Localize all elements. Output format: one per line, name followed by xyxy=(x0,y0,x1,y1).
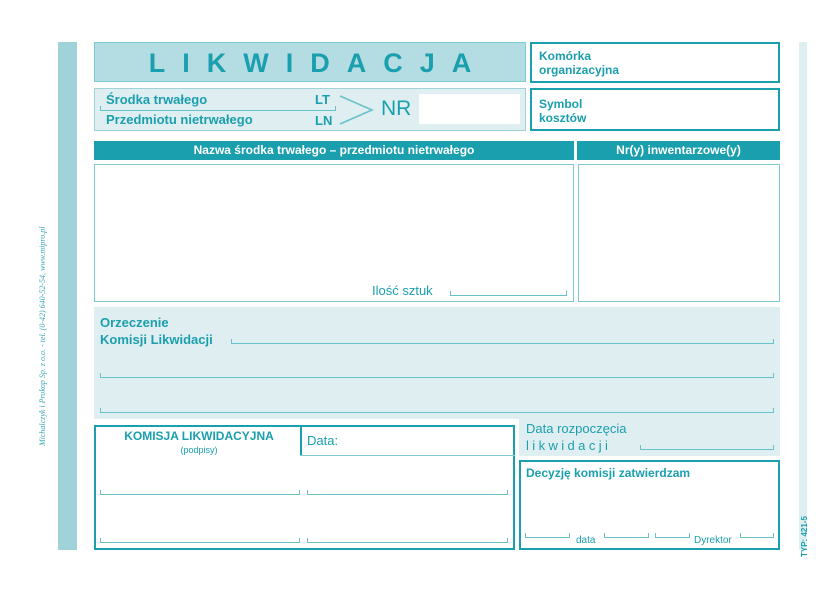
form-type-label: TYP: 421-5 xyxy=(800,516,809,557)
przedmiotu-code: LN xyxy=(315,113,333,128)
publisher-text: Michalczyk i Prokop Sp. z o.o. - tel. (0-42) 640-52-54, www.mipro.pl xyxy=(38,226,47,446)
verdict-line-3[interactable] xyxy=(100,412,774,413)
symbol-label: Symbol kosztów xyxy=(539,97,587,125)
liquidation-start-label-line1: Data rozpoczęcia xyxy=(526,421,627,436)
liquidation-start-line[interactable] xyxy=(640,449,774,450)
commission-divider xyxy=(300,425,302,456)
approval-date-caption: data xyxy=(576,535,596,546)
commission-title: KOMISJA LIKWIDACYJNA xyxy=(124,429,274,443)
approval-director-caption: Dyrektor xyxy=(694,535,732,546)
approval-director-line-right[interactable] xyxy=(740,537,774,538)
commission-panel xyxy=(94,425,515,550)
left-margin-strip xyxy=(58,42,77,550)
approval-date-line-left[interactable] xyxy=(525,537,570,538)
commission-header-bottom xyxy=(300,455,515,456)
inventory-column-header: Nr(y) inwentarzowe(y) xyxy=(577,141,780,160)
srodka-code: LT xyxy=(315,92,330,107)
title-panel xyxy=(94,42,526,82)
signature-line-4[interactable] xyxy=(307,542,508,543)
inventory-input-area[interactable] xyxy=(578,164,780,302)
name-column-header: Nazwa środka trwałego – przedmiotu nietrwałego xyxy=(94,141,574,160)
nr-label: NR xyxy=(381,97,412,120)
verdict-line-2[interactable] xyxy=(100,377,774,378)
komorka-field[interactable] xyxy=(530,42,780,83)
verdict-label-line1: Orzeczenie xyxy=(100,315,169,330)
name-input-area[interactable] xyxy=(94,164,574,302)
komorka-label: Komórka organizacyjna xyxy=(539,49,620,77)
chevron-arrow-icon xyxy=(338,94,378,128)
signature-line-1[interactable] xyxy=(100,494,300,495)
approval-date-line-right[interactable] xyxy=(604,537,649,538)
approval-title: Decyzję komisji zatwierdzam xyxy=(526,466,691,480)
srodka-label: Środka trwałego xyxy=(106,92,208,107)
verdict-label-line2: Komisji Likwidacji xyxy=(100,332,213,347)
commission-subtitle: (podpisy) xyxy=(180,445,218,455)
quantity-line[interactable] xyxy=(450,295,567,296)
symbol-field[interactable] xyxy=(530,88,780,131)
approval-director-line-left[interactable] xyxy=(655,537,690,538)
form-title: LIKWIDACJA xyxy=(148,48,489,78)
signature-line-2[interactable] xyxy=(307,494,508,495)
category-divider xyxy=(100,110,336,111)
nr-input[interactable] xyxy=(419,94,520,124)
signature-line-3[interactable] xyxy=(100,542,300,543)
verdict-line-1[interactable] xyxy=(231,343,774,344)
commission-date-label: Data: xyxy=(307,433,339,448)
przedmiotu-label: Przedmiotu nietrwałego xyxy=(106,112,253,127)
quantity-label: Ilość sztuk xyxy=(372,283,433,298)
right-margin-strip xyxy=(799,42,807,550)
verdict-panel xyxy=(94,307,780,419)
liquidation-start-label-line2: likwidacji xyxy=(526,438,612,453)
